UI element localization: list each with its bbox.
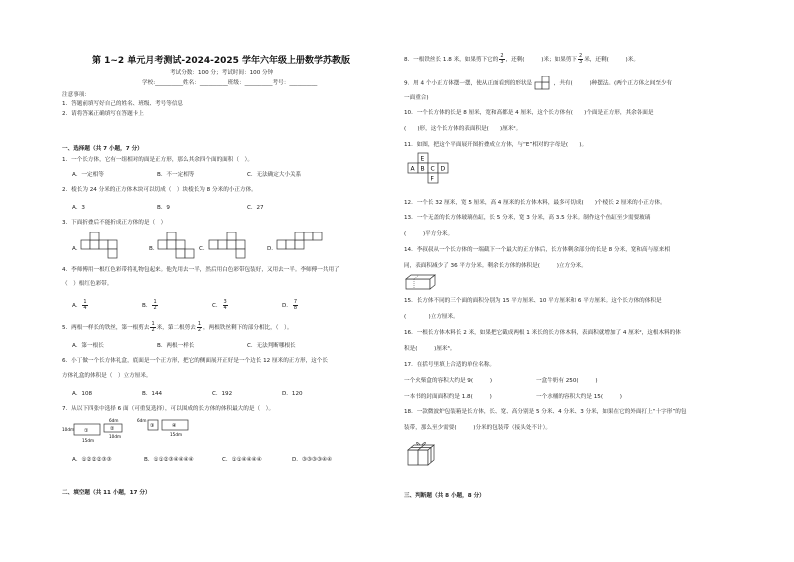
net-b-figure bbox=[157, 232, 197, 262]
card-number: ① bbox=[84, 428, 89, 434]
numerator: 1 bbox=[197, 321, 202, 327]
fraction bbox=[152, 300, 157, 311]
student-info: 学校:__________姓名：__________班级：__________考号：__________ bbox=[142, 80, 318, 86]
option[interactable] bbox=[72, 300, 89, 311]
question-text: 方体礼盒的体积是（ ）立方厘米。 bbox=[62, 373, 152, 379]
option[interactable]: D． bbox=[267, 246, 277, 252]
option[interactable]: B．144 bbox=[142, 391, 163, 397]
question-text bbox=[404, 76, 672, 90]
option[interactable]: A．108 bbox=[72, 391, 93, 397]
option[interactable]: A． bbox=[72, 246, 82, 252]
fill-item: 一个火柴盒的容积大约是 9( ) bbox=[404, 378, 493, 384]
question-text: 16．一根长方体木料长 2 米，如果把它截成两根 1 米长的长方体木料，表面积就增加了 4 厘米²，这根木料的体 bbox=[404, 330, 681, 336]
score-time: 考试分数：100 分；考试时间：100 分钟 bbox=[170, 70, 274, 76]
cuboid-figure bbox=[404, 273, 438, 291]
fill-item: 一本书的封面面积约是 1.8( ) bbox=[404, 394, 492, 400]
option[interactable] bbox=[212, 300, 229, 311]
fraction bbox=[499, 54, 504, 65]
fraction bbox=[82, 300, 87, 311]
numerator: 7 bbox=[293, 299, 298, 305]
question-text: ( )形，这个长方体的表面积是( )厘米²。 bbox=[404, 126, 522, 132]
question-part: 米，第二根剪去 bbox=[156, 325, 196, 331]
option[interactable]: B．①①②③④④④④ bbox=[144, 457, 194, 463]
question-text: 13．一个无盖的长方体玻璃鱼缸，长 5 分米，宽 3 分米，高 3.5 分米。制作这个鱼缸至少需要玻璃 bbox=[404, 215, 651, 221]
question-text: 10．一个长方体的长是 8 厘米，宽和高都是 4 厘米，这个长方体有( )个面是正方形，其余各面是 bbox=[404, 110, 654, 116]
net-letter: D bbox=[440, 165, 446, 173]
option[interactable]: C．27 bbox=[247, 205, 264, 211]
option[interactable]: C．①①④④④④ bbox=[222, 457, 262, 463]
question-part: 8．一根铁丝长 1.8 米，如果剪下它的 bbox=[404, 57, 499, 63]
fraction bbox=[578, 54, 583, 65]
question-text bbox=[404, 54, 639, 65]
question-text: 18．一款微波炉包装箱是长方体，长、宽、高分别是 5 分米、4 分米、3 分米，如果在它的外面打上“十字形”的包 bbox=[404, 409, 687, 415]
denominator: 2 bbox=[151, 327, 155, 333]
notes-heading: 注意事项： bbox=[62, 92, 90, 98]
question-part: 9．用 4 个小正方体摆一摆，使从正面看到的形状是 bbox=[404, 80, 533, 87]
net-d-figure bbox=[276, 232, 326, 262]
denominator: 4 bbox=[223, 305, 227, 311]
denominator: 8 bbox=[293, 305, 298, 311]
fraction bbox=[197, 322, 202, 333]
denominator: 2 bbox=[153, 305, 157, 311]
option[interactable]: B．不一定相等 bbox=[157, 172, 195, 178]
question-part: ，共有( )种摆法。(两个正方体之间至少有 bbox=[553, 80, 673, 87]
dimension-label: 10dm bbox=[62, 427, 75, 432]
net-letter: F bbox=[430, 175, 434, 183]
question-text: 3．下面折叠后不能折成正方体的是（ ） bbox=[62, 220, 167, 226]
card-number: ② bbox=[110, 426, 115, 432]
option[interactable]: A．第一根长 bbox=[72, 343, 104, 349]
net-letter: A bbox=[410, 165, 415, 173]
question-part: 米，还剩( )米。 bbox=[584, 57, 639, 63]
question-text: 1．一个长方体，它有一组相对的面是正方形，那么其余四个面的面积（ ）。 bbox=[62, 157, 253, 163]
option[interactable] bbox=[142, 300, 159, 311]
question-text: ( )平方分米。 bbox=[404, 231, 454, 237]
question-text: 12．一个长 32 厘米，宽 5 厘米，高 4 厘米的长方体木料，最多可切成( )个棱长 2 厘米的小正方体。 bbox=[404, 200, 666, 206]
option-label: D． bbox=[282, 303, 292, 309]
fraction bbox=[150, 322, 155, 333]
option[interactable]: D．③③③③④④ bbox=[292, 457, 332, 463]
question-text: 7．从以下四张中选择 6 面（可重复选择），可以围成的长方体的体积最大的是（ ）。 bbox=[62, 406, 275, 412]
section-heading: 三、判断题（共 8 小题，8 分） bbox=[404, 493, 485, 499]
dimension-label: 6dm bbox=[109, 418, 119, 423]
net-c-figure bbox=[208, 232, 263, 262]
denominator: 2 bbox=[197, 327, 202, 333]
question-text: 15．长方体不同的三个面的面积分别为 15 平方厘米、10 平方厘米和 6 平方厘米。这个长方体的体积是 bbox=[404, 298, 662, 304]
question-text: 14．李叔叔从一个长方体的一端截下一个最大的正方体后，长方体剩余部分的长是 8 分米，宽和高与原来相 bbox=[404, 247, 670, 253]
section-heading: 一、选择题（共 7 小题，7 分） bbox=[62, 146, 143, 152]
gift-box-figure bbox=[406, 441, 438, 467]
option[interactable]: C．无法判断哪根长 bbox=[247, 343, 296, 349]
option[interactable]: A．一定相等 bbox=[72, 172, 104, 178]
question-text: （ ）根红色彩带。 bbox=[62, 281, 113, 287]
question-text: ( )立方厘米。 bbox=[404, 314, 459, 320]
dimension-label: 10dm bbox=[109, 434, 122, 439]
net-letter: B bbox=[420, 165, 425, 173]
question-part: ，还剩( )米；如果剪下 bbox=[505, 57, 578, 63]
option[interactable]: B．9 bbox=[157, 205, 170, 211]
question-text: 17．在括号里填上合适的单位名称。 bbox=[404, 362, 496, 368]
option[interactable]: D．120 bbox=[282, 391, 303, 397]
section-heading: 二、填空题（共 11 小题，17 分） bbox=[62, 490, 151, 496]
fill-item: 一盒牛奶有 250( ) bbox=[536, 378, 598, 384]
denominator: 4 bbox=[83, 305, 87, 311]
question-text: 积是( )厘米³。 bbox=[404, 346, 456, 352]
numerator: 1 bbox=[151, 321, 155, 327]
note-item: 2．请将答案正确填写在答题卡上 bbox=[62, 111, 144, 117]
option-label: C． bbox=[212, 303, 222, 309]
option-label: B． bbox=[142, 303, 152, 309]
option[interactable]: B．两根一样长 bbox=[157, 343, 195, 349]
option[interactable]: A．①②②②③③ bbox=[72, 457, 112, 463]
question-text: 2．棱长为 24 分米的正方体木块可以切成（ ）块棱长为 8 分米的小正方体。 bbox=[62, 187, 257, 193]
option[interactable]: C． bbox=[199, 246, 209, 252]
denominator: 3 bbox=[500, 59, 504, 65]
option[interactable]: C．无法确定大小关系 bbox=[247, 172, 302, 178]
question-text: 同，表面积减少了 36 平方分米。剩余长方体的体积是( )立方分米。 bbox=[404, 263, 587, 269]
option[interactable]: C．192 bbox=[212, 391, 233, 397]
option-label: A． bbox=[72, 303, 82, 309]
fraction bbox=[223, 300, 228, 311]
front-view-figure bbox=[534, 76, 552, 90]
question-text: 装带，那么至少需要( )分米的包装带（接头处不计）。 bbox=[404, 425, 552, 431]
denominator: 3 bbox=[579, 59, 583, 65]
question-text: 11．如图，把这个平面展开图折叠成立方体，与“E”相对的字母是( )。 bbox=[404, 142, 588, 148]
question-part: 5．两根一样长的铁丝，第一根剪去 bbox=[62, 325, 150, 331]
net-a-figure bbox=[80, 232, 140, 262]
option[interactable]: B． bbox=[149, 246, 159, 252]
question-text: 一面重合) bbox=[404, 95, 429, 101]
numerator: 1 bbox=[83, 299, 87, 305]
net-letter: C bbox=[430, 165, 435, 173]
numerator: 3 bbox=[223, 299, 227, 305]
dimension-label: 15dm bbox=[170, 432, 183, 437]
cards-figure bbox=[62, 416, 232, 450]
net-letter: E bbox=[420, 155, 425, 163]
option[interactable] bbox=[282, 300, 299, 311]
card-number: ④ bbox=[172, 423, 177, 429]
question-text bbox=[62, 322, 293, 333]
dimension-label: 15dm bbox=[82, 438, 95, 443]
numerator: 2 bbox=[579, 53, 583, 59]
page-title: 第 1~2 单元月考测试-2024-2025 学年六年级上册数学苏教版 bbox=[92, 56, 351, 66]
fraction bbox=[293, 300, 298, 311]
numerator: 2 bbox=[500, 53, 504, 59]
question-text: 4．李师傅用一根红色彩带将礼物包起来。他先用去一半，然后用白色彩带包装好，又用去一半。李师傅一共用了 bbox=[62, 267, 340, 273]
cube-net-figure bbox=[404, 152, 464, 192]
question-part: ，两根铁丝剩下的部分相比，（ ）。 bbox=[203, 325, 293, 331]
dimension-label: 6dm bbox=[137, 418, 147, 423]
fill-item: 一个水桶的容积大约是 15( ) bbox=[536, 394, 622, 400]
option[interactable]: A．3 bbox=[72, 205, 85, 211]
card-number: ③ bbox=[150, 423, 155, 429]
note-item: 1．答题前填写好自己的姓名、班级、考号等信息 bbox=[62, 101, 184, 107]
question-text: 6．小丁做一个长方体礼盒，底面是一个正方形，把它的侧面展开正好是一个边长 12 厘米的正方形，这个长 bbox=[62, 358, 328, 364]
numerator: 1 bbox=[153, 299, 157, 305]
